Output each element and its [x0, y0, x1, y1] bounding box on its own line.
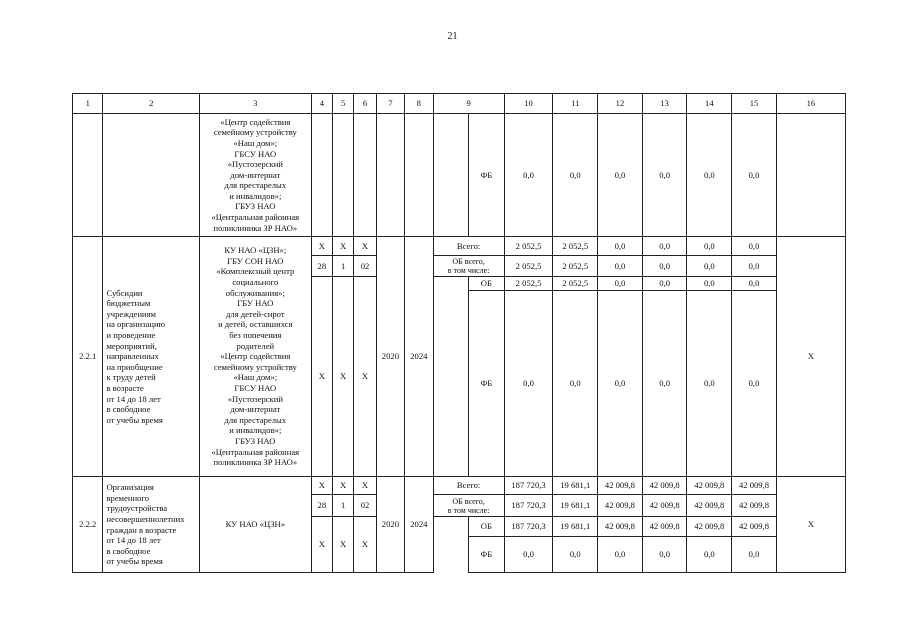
- program-table: [72, 93, 846, 573]
- header-cell: 6: [354, 94, 376, 114]
- value-cell: 19 681,1: [553, 495, 598, 517]
- value-cell: 0,0: [642, 277, 687, 291]
- ob-label: ОБ: [469, 517, 505, 537]
- start-year: 2020: [376, 477, 404, 573]
- code-cell: 28: [311, 495, 332, 517]
- value-cell: 0,0: [642, 237, 687, 256]
- cont-source: ФБ: [469, 114, 505, 237]
- value-cell: 0,0: [598, 256, 643, 277]
- cont-year-cell: [376, 114, 404, 237]
- value-cell: 0,0: [732, 291, 777, 477]
- value-cell: 42 009,8: [732, 477, 777, 495]
- code-cell: X: [311, 517, 332, 573]
- value-cell: 42 009,8: [687, 477, 732, 495]
- header-cell: 5: [333, 94, 354, 114]
- value-cell: 0,0: [553, 291, 598, 477]
- cont-executor: «Центр содействия семейному устройству «Наш дом»; ГБСУ НАО «Пустозерский дом-интернат для престарелых и инвалидов»; ГБУЗ НАО «Центральная районная поликлиника ЗР НАО»: [199, 114, 311, 237]
- value-cell: 42 009,8: [642, 495, 687, 517]
- code-cell: X: [354, 517, 376, 573]
- cont-value: 0,0: [687, 114, 732, 237]
- header-cell: 8: [405, 94, 433, 114]
- code-cell: X: [354, 237, 376, 256]
- header-cell: 10: [504, 94, 553, 114]
- value-cell: 19 681,1: [553, 477, 598, 495]
- value-cell: 42 009,8: [687, 517, 732, 537]
- value-cell: 0,0: [598, 237, 643, 256]
- header-cell: 12: [598, 94, 643, 114]
- value-cell: 42 009,8: [687, 495, 732, 517]
- header-cell: 4: [311, 94, 332, 114]
- value-cell: 187 720,3: [504, 517, 553, 537]
- code-cell: 02: [354, 495, 376, 517]
- value-cell: 19 681,1: [553, 517, 598, 537]
- value-cell: 42 009,8: [732, 517, 777, 537]
- cont-code-cell: [333, 114, 354, 237]
- total-label: Всего:: [433, 237, 504, 256]
- value-cell: 0,0: [598, 291, 643, 477]
- cont-code-cell: [354, 114, 376, 237]
- cont-value: 0,0: [553, 114, 598, 237]
- header-cell: 16: [776, 94, 845, 114]
- cont-col16: [776, 114, 845, 237]
- value-cell: 0,0: [642, 537, 687, 573]
- value-cell: 0,0: [687, 291, 732, 477]
- start-year: 2020: [376, 237, 404, 477]
- value-cell: 0,0: [732, 537, 777, 573]
- fb-label: ФБ: [469, 291, 505, 477]
- cont-code-cell: [311, 114, 332, 237]
- ob-label: ОБ: [469, 277, 505, 291]
- value-cell: 0,0: [687, 277, 732, 291]
- value-cell: 187 720,3: [504, 477, 553, 495]
- cont-value: 0,0: [732, 114, 777, 237]
- value-cell: 42 009,8: [732, 495, 777, 517]
- cont-num-cell: [73, 114, 103, 237]
- row-number: 2.2.2: [73, 477, 103, 573]
- row-221-total: [73, 237, 846, 256]
- ob-total-label: ОБ всего, в том числе:: [433, 495, 504, 517]
- code-cell: X: [311, 477, 332, 495]
- value-cell: 0,0: [598, 277, 643, 291]
- value-cell: 2 052,5: [504, 277, 553, 291]
- col16-value: X: [776, 477, 845, 573]
- header-cell: 15: [732, 94, 777, 114]
- header-cell: 14: [687, 94, 732, 114]
- value-cell: 0,0: [687, 256, 732, 277]
- row-name: Организация временного трудоустройства несовершеннолетних граждан в возрасте от 14 до 18 лет в свободное от учебы время: [103, 477, 199, 573]
- value-cell: 0,0: [732, 256, 777, 277]
- col16-value: X: [776, 237, 845, 477]
- header-cell: 2: [103, 94, 199, 114]
- value-cell: 2 052,5: [553, 237, 598, 256]
- value-cell: 0,0: [687, 237, 732, 256]
- code-cell: X: [333, 517, 354, 573]
- code-cell: X: [311, 237, 332, 256]
- header-cell: 9: [433, 94, 504, 114]
- cont-value: 0,0: [598, 114, 643, 237]
- value-cell: 42 009,8: [598, 517, 643, 537]
- header-row: [73, 94, 846, 114]
- ob-total-label: ОБ всего, в том числе:: [433, 256, 504, 277]
- value-cell: 0,0: [504, 537, 553, 573]
- end-year: 2024: [405, 237, 433, 477]
- cont-blank-cell: [433, 114, 469, 237]
- code-cell: X: [333, 237, 354, 256]
- header-cell: 13: [642, 94, 687, 114]
- value-cell: 2 052,5: [504, 256, 553, 277]
- header-cell: 11: [553, 94, 598, 114]
- row-executor: КУ НАО «ЦЗН»: [199, 477, 311, 573]
- cont-value: 0,0: [504, 114, 553, 237]
- value-cell: 0,0: [504, 291, 553, 477]
- cont-year-cell: [405, 114, 433, 237]
- page-number: 21: [447, 31, 458, 42]
- code-cell: X: [333, 277, 354, 477]
- continuation-row: [73, 114, 846, 237]
- value-cell: 2 052,5: [553, 256, 598, 277]
- value-cell: 0,0: [732, 277, 777, 291]
- header-cell: 3: [199, 94, 311, 114]
- cont-name-cell: [103, 114, 199, 237]
- code-cell: 1: [333, 495, 354, 517]
- fb-label: ФБ: [469, 537, 505, 573]
- value-cell: 0,0: [553, 537, 598, 573]
- value-cell: 187 720,3: [504, 495, 553, 517]
- value-cell: 2 052,5: [504, 237, 553, 256]
- value-cell: 42 009,8: [642, 517, 687, 537]
- value-cell: 0,0: [598, 537, 643, 573]
- value-cell: 0,0: [732, 237, 777, 256]
- code-cell: X: [354, 277, 376, 477]
- header-cell: 7: [376, 94, 404, 114]
- value-cell: 0,0: [642, 291, 687, 477]
- code-cell: 02: [354, 256, 376, 277]
- blank-cell: [433, 277, 469, 477]
- value-cell: 42 009,8: [598, 495, 643, 517]
- value-cell: 0,0: [687, 537, 732, 573]
- row-executor: КУ НАО «ЦЗН»; ГБУ СОН НАО «Комплексный центр социального обслуживания»; ГБУ НАО для детей-сирот и детей, оставшихся без попечения родителей «Центр содействия семейному устройству «Наш дом»; ГБСУ НАО «Пустозерский дом-интернат для престарелых и инвалидов»; ГБУЗ НАО «Центральная районная поликлиника ЗР НАО»: [199, 237, 311, 477]
- value-cell: 0,0: [642, 256, 687, 277]
- row-name: Субсидии бюджетным учреждениям на организацию и проведение мероприятий, направленных на приобщение к труду детей в возрасте от 14 до 18 лет в свободное от учебы время: [103, 237, 199, 477]
- code-cell: X: [311, 277, 332, 477]
- code-cell: X: [354, 477, 376, 495]
- code-cell: X: [333, 477, 354, 495]
- code-cell: 28: [311, 256, 332, 277]
- header-cell: 1: [73, 94, 103, 114]
- value-cell: 2 052,5: [553, 277, 598, 291]
- row-number: 2.2.1: [73, 237, 103, 477]
- value-cell: 42 009,8: [598, 477, 643, 495]
- cont-value: 0,0: [642, 114, 687, 237]
- total-label: Всего:: [433, 477, 504, 495]
- blank-cell: [433, 517, 469, 573]
- value-cell: 42 009,8: [642, 477, 687, 495]
- row-222-total: [73, 477, 846, 495]
- end-year: 2024: [405, 477, 433, 573]
- code-cell: 1: [333, 256, 354, 277]
